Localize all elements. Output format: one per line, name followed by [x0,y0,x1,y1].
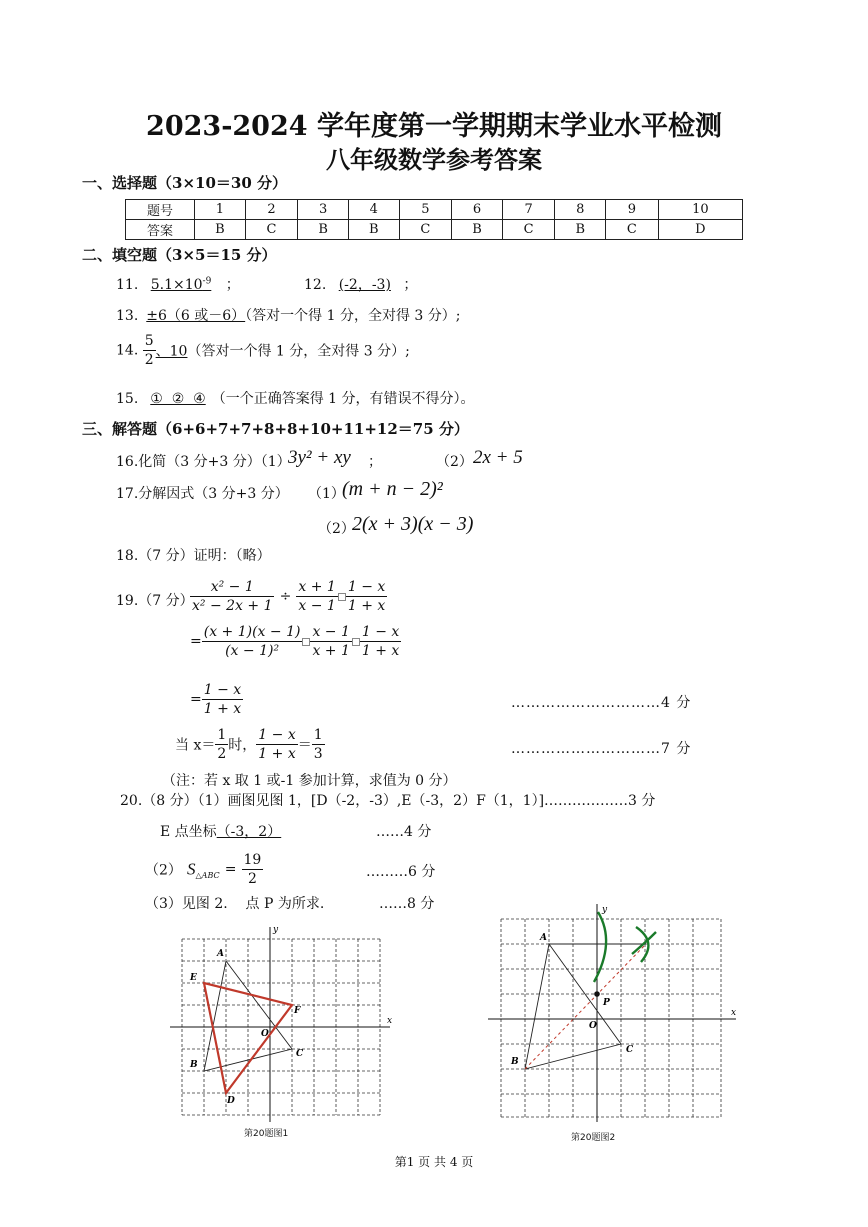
fraction-denominator: 1 + x [361,643,400,659]
q15-answer: ① ② ④ [150,391,206,407]
q20-part-3: （3）见图 2. 点 P 为所求. [145,896,325,912]
q19-when: 当 x＝ [175,737,216,754]
fraction-numerator: (x + 1)(x − 1) [203,624,301,640]
section2-heading: 二、填空题（3×5＝15 分） [82,246,277,264]
fraction-numerator: 1 [217,727,227,743]
q11-answer-exp: -9 [202,276,212,287]
q13-answer: ±6（6 或－6） [146,308,246,324]
q14-fraction-den: 2 [144,352,154,368]
q15 [116,388,475,408]
q11-number: 11. [116,277,139,293]
figure-2-caption: 第20题图2 [571,1133,616,1143]
q20-line-1: 20.（8 分）（1）画图见图 1，[D（-2，-3）,E（-3，2）F（1，1）]………………3 分 [120,793,656,809]
q19-line-2 [190,623,401,660]
fraction-numerator: 1 − x [258,727,296,743]
compass-arc-1 [594,912,606,982]
fraction-denominator: (x − 1)² [225,643,280,659]
table-cell: 7 [502,200,555,220]
fraction-denominator: 2 [247,871,257,887]
q19-line-4 [175,726,325,763]
fraction-denominator: x − 1 [298,598,336,614]
q20-e-answer: （-3，2） [216,824,282,840]
fraction-numerator: x² − 1 [190,578,274,597]
answer-table [125,199,743,240]
page-title: 2023-2024 学年度第一学期期末学业水平检测 [146,111,722,142]
table-cell: C [502,220,555,240]
label-b: B [511,1057,519,1067]
fraction [360,623,401,660]
q19-note: （注：若 x 取 1 或-1 参加计算，求值为 0 分） [162,773,457,789]
table-cell: B [298,220,349,240]
q20-e-score: ……4 分 [376,824,432,840]
y-axis-label: y [273,925,279,935]
table-row-answers [126,220,743,240]
q20-e-point [160,821,295,841]
table-row-numbers [126,200,743,220]
q16-answer-1: 3y² + xy [288,447,351,468]
q20-area-score: ………6 分 [366,864,436,880]
label-d: D [227,1096,235,1106]
multiply-box-icon [352,638,360,646]
fraction-denominator: 1 + x [347,598,386,614]
figure-2 [486,902,746,1124]
label-e: E [190,973,197,983]
equals: = [190,691,202,708]
q14 [116,332,410,369]
grid [501,919,721,1117]
fraction-denominator: 2 [217,746,227,762]
q13-number: 13. [116,308,139,324]
q14-number: 14. [116,342,139,359]
fraction [296,578,337,615]
fraction-denominator: x² − 2x + 1 [192,598,273,614]
label-b: B [190,1060,198,1070]
label-a: A [217,949,224,959]
q15-number: 15. [116,391,139,407]
page-footer: 第1 页 共 4 页 [394,1155,474,1169]
q11-end: ； [225,277,240,293]
table-cell: C [606,220,659,240]
fraction [242,851,264,888]
table-cell: D [658,220,742,240]
q17-part-2: （2） [318,521,355,537]
q12-end: ； [403,277,418,293]
equals: ＝ [297,737,312,754]
fraction [202,623,303,660]
q13 [116,305,461,325]
fraction [346,578,387,615]
fraction [215,726,228,763]
fraction-numerator: 1 − x [361,624,400,640]
figure-1 [165,922,405,1122]
origin-label: O [261,1029,269,1039]
q14-answer: 、10 [155,343,188,360]
table-cell: B [452,220,503,240]
section1-heading: 一、选择题（3×10＝30 分） [82,174,287,192]
q16-label-2: （2） [436,454,473,470]
operator: ÷ [279,588,292,605]
x-axis-label: x [387,1016,393,1026]
fraction [256,726,297,763]
q15-note: （一个正确答案得 1 分，有错误不得分）。 [211,391,475,407]
table-cell: B [195,220,246,240]
q11 [116,274,240,294]
fraction-numerator: 1 − x [203,682,242,698]
q12-answer: (-2，-3) [338,277,391,293]
table-cell: 8 [555,200,606,220]
table-cell: 9 [606,200,659,220]
q19-line-3 [190,681,243,718]
q20-area-sub: △ABC [195,871,220,880]
table-cell: 6 [452,200,503,220]
fraction [310,623,351,660]
x-axis-label: x [731,1008,737,1018]
table-cell: 3 [298,200,349,220]
table-cell: 5 [399,200,452,220]
origin-label: O [589,1021,597,1031]
q20-part-3-score: ……8 分 [379,896,435,912]
fraction-numerator: 19 [243,852,262,868]
table-cell: 2 [245,200,298,220]
table-cell: 4 [348,200,399,220]
q14-note: （答对一个得 1 分，全对得 3 分）; [187,343,410,360]
figure-1-caption: 第20题图1 [244,1129,289,1139]
fraction [312,726,325,763]
table-cell: C [245,220,298,240]
y-axis-label: y [602,905,608,915]
fraction-denominator: 1 + x [258,746,296,762]
label-c: C [296,1049,304,1059]
q14-fraction [143,332,156,369]
page-subtitle: 八年级数学参考答案 [326,145,542,174]
label-f: F [294,1006,301,1016]
q20-area [145,851,263,888]
q20-e-label: E 点坐标 [160,824,217,840]
section3-heading: 三、解答题（6+6+7+7+8+8+10+11+12＝75 分） [82,420,469,438]
q12 [304,274,417,294]
fraction-denominator: x + 1 [312,643,350,659]
fraction-numerator: 1 − x [347,579,386,595]
q14-fraction-num: 5 [144,333,154,349]
q19-score-4: …………………………4 分 [511,695,692,711]
q11-answer [143,277,222,293]
q19-then: 时， [228,737,257,754]
q20-part-2: （2） [145,862,182,879]
table-cell: 1 [195,200,246,220]
multiply-box-icon [338,593,346,601]
fraction [190,578,274,615]
point-p [594,991,600,997]
label-a: A [540,933,547,943]
q18: 18.（7 分）证明：（略） [116,548,271,564]
q17-answer-2: 2(x + 3)(x − 3) [352,513,474,535]
fraction-denominator: 1 + x [203,701,242,717]
table-cell: 10 [658,200,742,220]
table-cell: B [555,220,606,240]
q19-label: 19.（7 分） [116,593,194,609]
q17-label: 17.分解因式（3 分+3 分） [116,486,289,502]
q16-label: 16.化简（3 分+3 分）（1） [116,454,291,470]
table-header-cell: 答案 [126,220,195,240]
fraction-denominator: 3 [313,746,323,762]
q17-part-1: （1） [308,486,345,502]
table-cell: B [348,220,399,240]
fraction-numerator: x + 1 [298,579,336,595]
q12-number: 12. [304,277,327,293]
multiply-box-icon [302,638,310,646]
q20-area-symbol: S [187,859,196,879]
label-p: P [603,998,610,1008]
q19-score-7: …………………………7 分 [511,741,692,757]
table-cell: C [399,220,452,240]
q19-line-1 [190,578,387,615]
q13-note: （答对一个得 1 分，全对得 3 分）; [245,308,461,324]
table-header-cell: 题号 [126,200,195,220]
equals: = [224,861,237,878]
fraction-numerator: x − 1 [312,624,350,640]
fraction-numerator: 1 [313,727,323,743]
q11-answer-base: 5.1×10 [150,277,203,293]
q17-answer-1: (m + n − 2)² [342,478,443,500]
q16-separator: ； [368,454,382,470]
label-c: C [626,1045,634,1055]
q16-answer-2: 2x + 5 [473,447,523,468]
equals: = [190,633,202,650]
fraction [202,681,243,718]
